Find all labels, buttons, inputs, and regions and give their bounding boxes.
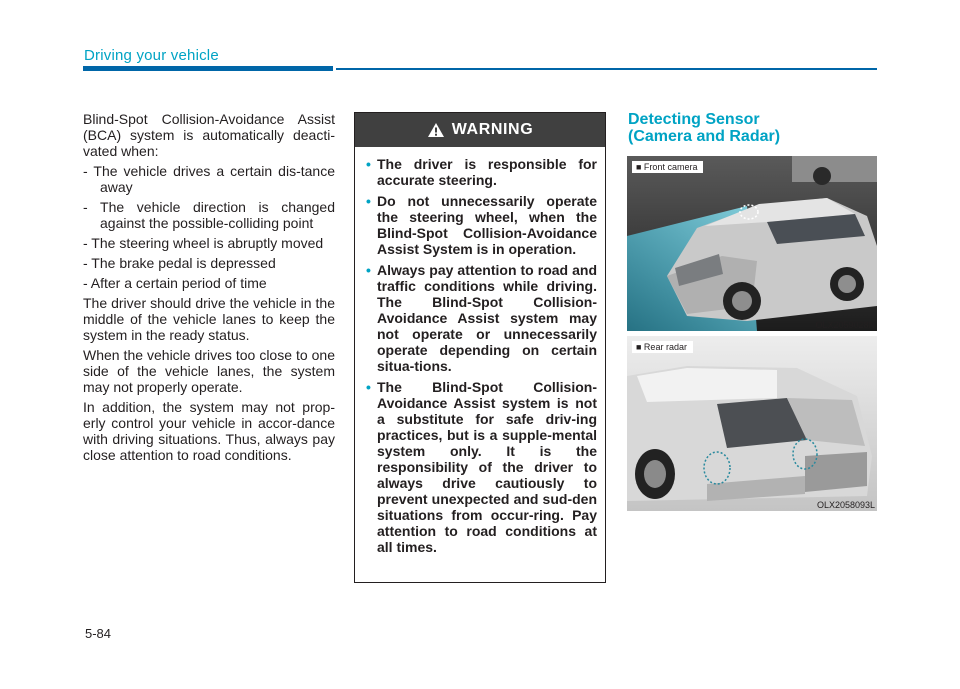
condition-item: - The vehicle drives a certain dis-tance away [83,163,335,195]
front-camera-figure [627,156,877,331]
ready-status-paragraph: The driver should drive the vehicle in the middle of the vehicle lanes to keep the system in the ready status. [83,295,335,343]
warning-box [354,112,606,583]
header-rule-thick [83,66,333,71]
rear-radar-figure [627,336,877,511]
front-camera-caption: ■ Front camera [632,161,703,173]
condition-item: - The vehicle direction is changed against the possible-colliding point [83,199,335,231]
rear-radar-figure-code: OLX2058093L [816,500,875,510]
front-camera-figure-code: OLX2059028N [815,320,875,330]
deactivation-conditions-list [83,163,335,291]
warning-list [355,147,605,555]
sensor-title-line1: Detecting Sensor [628,111,760,128]
condition-item: - The brake pedal is depressed [83,255,276,271]
warning-triangle-icon [427,122,445,138]
rear-radar-caption: ■ Rear radar [632,341,693,353]
rear-radar-illustration [627,336,877,511]
lane-proximity-paragraph: When the vehicle drives too close to one side of the vehicle lanes, the system may not properly operate. [83,347,335,395]
condition-item: - After a certain period of time [83,275,267,291]
header-rule-thin [336,68,877,70]
warning-title: WARNING [451,121,534,138]
section-title: Driving your vehicle [84,47,219,64]
warning-item: • Always pay attention to road and traffic conditions while driving. The Blind-Spot Collision-Avoidance Assist system may not operate or unnecessarily operate depending on certain situa-tions. [377,262,597,374]
sensor-title-line2: (Camera and Radar) [628,128,781,145]
warning-item: • Do not unnecessarily operate the steering wheel, when the Blind-Spot Collision-Avoidance Assist System is in operation. [377,193,597,257]
warning-item: • The driver is responsible for accurate steering. [377,156,597,188]
page-number: 5-84 [85,626,112,641]
sensor-section-title [628,111,780,145]
body-text-column [83,111,335,467]
warning-header [355,113,605,147]
attention-paragraph: In addition, the system may not prop-erly control your vehicle in accor-dance with driving situations. Thus, always pay close attention to road conditions. [83,399,335,463]
condition-item: - The steering wheel is abruptly moved [83,235,324,251]
front-camera-illustration [627,156,877,331]
intro-paragraph: Blind-Spot Collision-Avoidance Assist (BCA) system is automatically deacti-vated when: [83,111,335,159]
warning-item: • The Blind-Spot Collision-Avoidance Assist system is not a substitute for safe driv-ing practices, but is a supple-mental system only. It is the responsibility of the driver to always drive cautiously to prevent unexpected and sud-den situations from occur-ring. Pay attention to road conditions at all times. [377,379,597,555]
